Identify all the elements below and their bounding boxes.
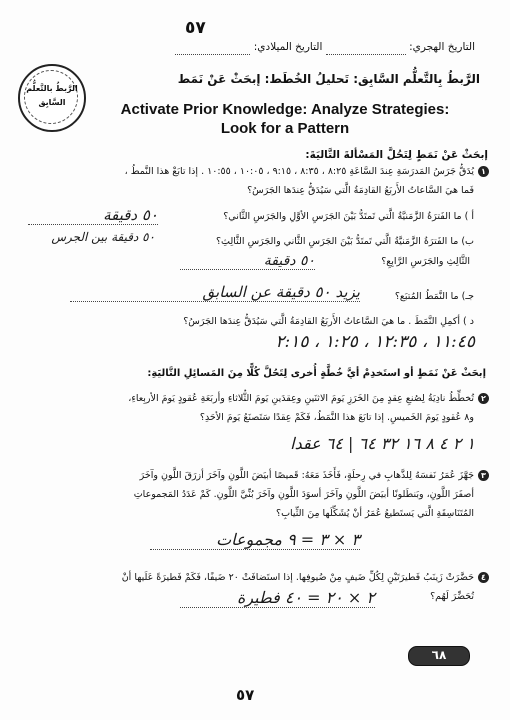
question3-text-3: المُتَنَاسِقَةِ الَّتي يَستَطيعُ عُمَرُ أنْ يُشَكِّلَها مِنَ الثِّيابِ؟ bbox=[276, 508, 474, 519]
question3-text-2: أصفَرَ اللَّونِ، وبَنطَلونًا أبيَضَ اللَّونِ وآخَرَ أسوَدَ اللَّونِ وآخَرَ بُنِّيَّ اللَّونِ. كَمْ عَدَدُ المَجموعاتِ bbox=[133, 489, 474, 500]
question1-number: ١ bbox=[478, 166, 489, 177]
page-title-arabic: الرَّبطُ بِالتَّعلُّم السَّابِق: تَحليلُ الخُطَط: إبحَثْ عَنْ نَمَط bbox=[177, 72, 480, 86]
part-a-label: أ ) ما الفَترَةُ الزَّمَنيَّةُ الَّتي تَمتَدُّ بَيْنَ الجَرَسِ الأوَّلِ والجَرَسِ الثَّاني؟ bbox=[223, 211, 474, 222]
page-number-bottom: ٥٧ bbox=[236, 686, 255, 704]
part-b-answer-1[interactable]: ٥٠ دقيقة بين الجرس bbox=[51, 230, 155, 244]
part-b-answer-2[interactable]: ٥٠ دقيقة bbox=[180, 253, 315, 270]
part-b-label-2: الثَّالِثِ والجَرَسِ الرَّابِعِ؟ bbox=[381, 256, 470, 267]
part-a-answer[interactable]: ٥٠ دقيقة bbox=[28, 206, 158, 225]
hijri-date-label: التاريخ الهجري: bbox=[409, 41, 475, 53]
question2-answer[interactable]: ١ ٢ ٤ ٨ ١٦ ٣٢ ٦٤ | ٦٤ عقدا bbox=[290, 434, 475, 453]
date-row bbox=[130, 40, 475, 56]
badge-line1: الرَّبطُ بالتَّعلُّم bbox=[26, 84, 78, 93]
section1-instruction: إبحَثْ عَنْ نَمَطٍ لِتَحُلَّ المَسْألةَ التَّاليَةَ: bbox=[305, 149, 488, 161]
page-title-english-1: Activate Prior Knowledge: Analyze Strategies: bbox=[120, 101, 450, 118]
question4-answer[interactable]: ٢ × ٢٠ = ٤٠ فطيرة bbox=[180, 588, 375, 608]
part-d-label: د ) أكمِلِ النَّمَطَ . ما هيَ السَّاعاتُ الأَربَعُ القادِمَةُ الَّتي سَيُدَقُّ عِندَها الجَرَسُ؟ bbox=[183, 316, 474, 327]
page-number-top: ٥٧ bbox=[185, 18, 206, 38]
question4-text-2: تُحَضِّرَ لَهُم؟ bbox=[430, 591, 474, 602]
question2-number: ٢ bbox=[478, 393, 489, 404]
section2-instruction: إبحَثْ عَنْ نَمَطٍ أو استَخدِمْ أيَّ خُطَّةٍ أُخرى لِتَحُلَّ كُلًّا مِنَ المَسائِلِ التَّاليَةِ: bbox=[147, 368, 486, 379]
question3-number: ٣ bbox=[478, 470, 489, 481]
question2-text-2: و٨ عُقودٍ يَومَ الخَميسِ. إذا تابَعَ هذا النَّمَطُ، فَكَمْ عِقدًا سَتَصنَعُ يَومَ الأحَدِ؟ bbox=[199, 412, 474, 423]
page-badge-footer bbox=[408, 646, 470, 666]
page-title-english-2: Look for a Pattern bbox=[220, 120, 350, 137]
part-d-answer[interactable]: ١١:٤٥ ، ١٢:٣٥ ، ١:٢٥ ، ٢:١٥ bbox=[275, 332, 475, 352]
hijri-date-field[interactable] bbox=[326, 40, 406, 55]
lesson-badge bbox=[18, 64, 86, 132]
part-c-answer[interactable]: يزيد ٥٠ دقيقة عن السابق bbox=[70, 283, 360, 302]
question2-text-1: تُخطِّطُ نادِيَةُ لِصُنعِ عِقدٍ مِنَ الخَرَزِ يَومَ الاثنَينِ وعِقدَينِ يَومَ الثُّلاثاءِ وأربَعَةِ عُقودٍ يَومَ الأربِعاءِ، bbox=[128, 393, 474, 404]
gregorian-date-label: التاريخ الميلادي: bbox=[253, 41, 323, 53]
part-c-label: جـ) ما النَّمَطُ المُتبَع؟ bbox=[394, 291, 474, 302]
badge-line2: السَّابِق bbox=[38, 98, 66, 107]
question4-text-1: حَضَّرَتْ زَينَبُ فَطيرَتَيْنِ لِكُلِّ ضَيفٍ مِنْ ضُيوفِها. إذا استَضافَتْ ٢٠ ضَيفًا، فَكَمْ فَطيرَةً عَلَيها أنْ bbox=[121, 572, 474, 583]
question1-text-2: فَما هيَ السَّاعاتُ الأَربَعُ القادِمَةُ الَّتي سَيُدَقُّ عِندَها الجَرَسُ؟ bbox=[247, 185, 474, 196]
part-b-label-1: ب) ما الفَترَةُ الزَّمَنيَّةُ الَّتي تَمتَدُّ بَيْنَ الجَرَسِ الثَّاني والجَرَسِ الثَّالِثِ؟ bbox=[215, 236, 474, 247]
gregorian-date-field[interactable] bbox=[175, 40, 250, 55]
question3-answer[interactable]: ٣ × ٣ = ٩ مجموعات bbox=[150, 530, 360, 550]
badge-dash-ring bbox=[24, 70, 78, 124]
question1-text-1: يُدَقُّ جَرَسُ المَدرَسَةِ عِندَ السَّاعَةِ ٨:٢٥ ، ٨:٣٥ ، ٩:١٥ ، ١٠:٠٥ ، ١٠:٥٥ . إذا تابَعْ هذا النَّمطُ ، bbox=[124, 166, 474, 177]
question3-text-1: جَهَّزَ عُمَرُ نَفسَهُ لِلذَّهابِ في رِحلَةٍ، فَأَخَذَ مَعَهُ: قَميصًا أبيَضَ اللَّونِ وآخَرَ أزرَقَ اللَّونِ وآخَرَ bbox=[139, 470, 474, 481]
question4-number: ٤ bbox=[478, 572, 489, 583]
page-badge-number: ٦٨ bbox=[431, 648, 447, 662]
